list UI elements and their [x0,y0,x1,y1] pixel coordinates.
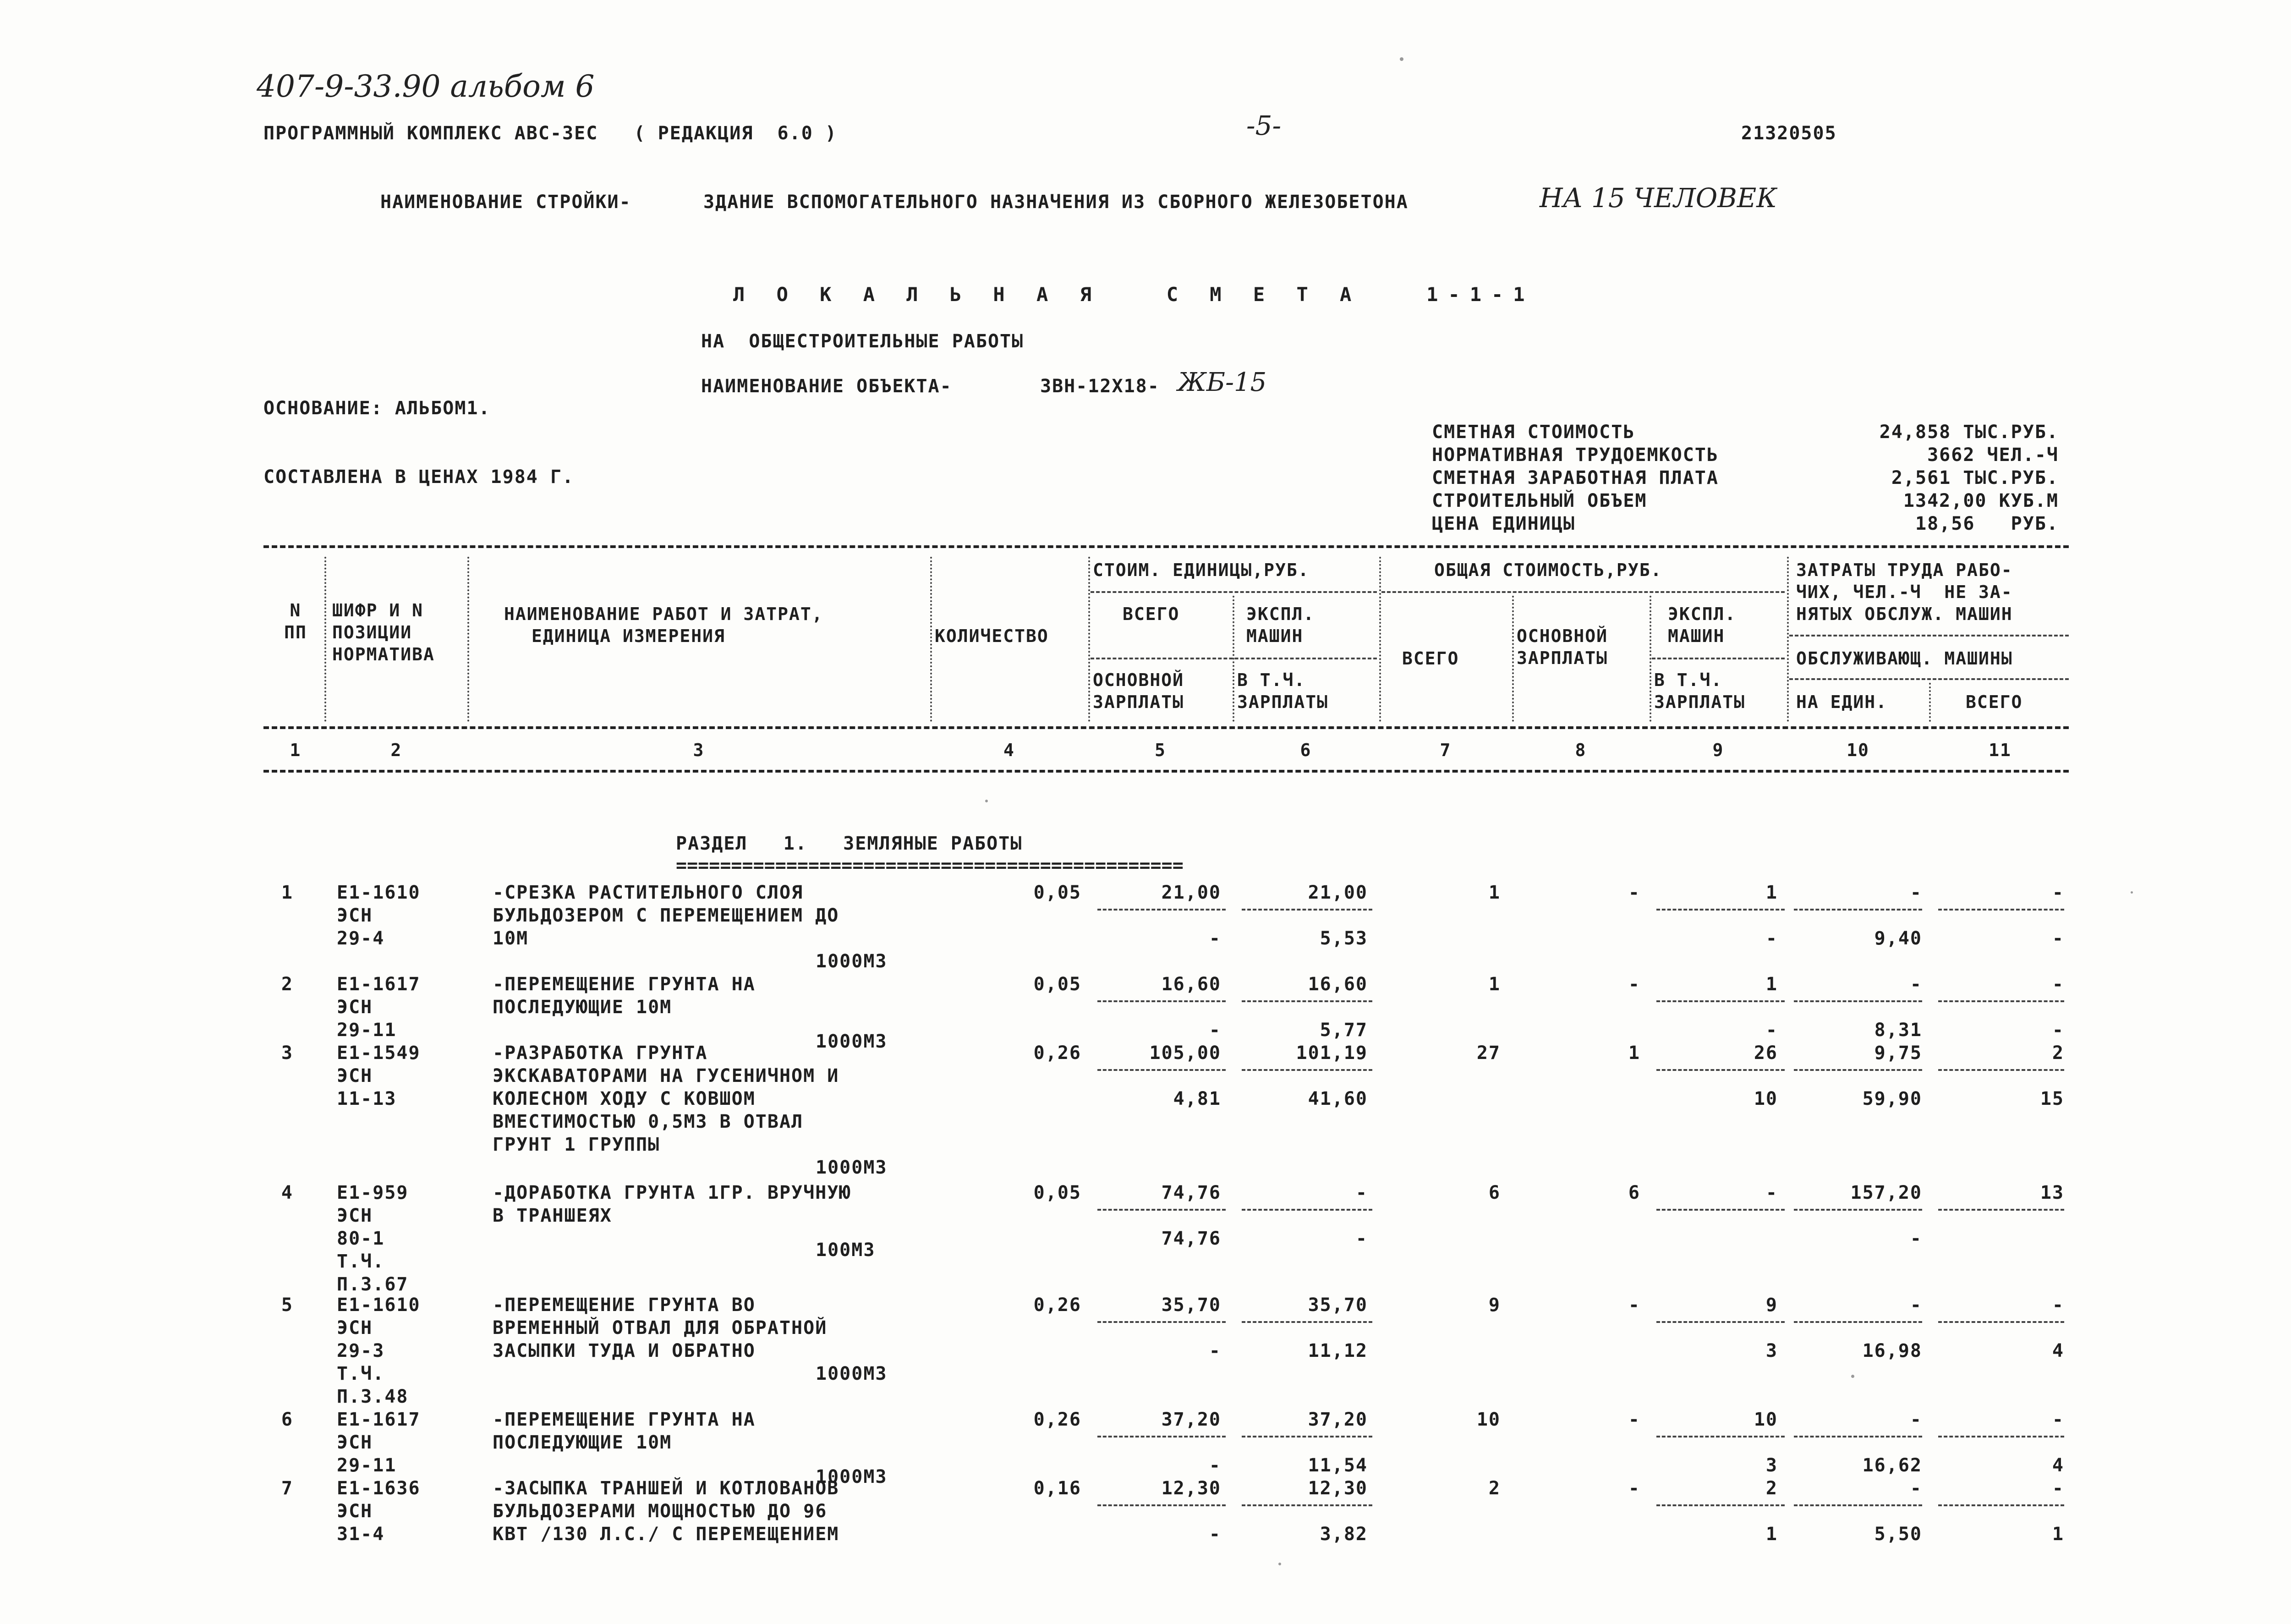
row-unit-mach-wage: 5,77 [1320,1020,1368,1041]
cell-divider-rule [1656,1504,1785,1506]
hdr-unit-mach: МАШИН [1246,626,1304,646]
hdr-qty: КОЛИЧЕСТВО [935,626,1049,646]
summary-value: 1342,00 КУБ.М [1903,490,2059,511]
cell-divider-rule [1097,1321,1226,1323]
row-unit-wage: 74,76 [1161,1228,1221,1249]
row-labor-mach-unit: 8,31 [1874,1020,1922,1041]
row-qty: 0,05 [1033,974,1081,995]
handwritten-people-note: НА 15 ЧЕЛОВЕК [1540,182,1777,214]
estimate-title: Л О К А Л Ь Н А Я С М Е Т А 1-1-1 [733,283,1535,306]
hdr-code: НОРМАТИВА [332,644,435,664]
cell-divider-rule [1656,909,1785,911]
row-total-all: 9 [1488,1295,1501,1316]
row-qty: 0,05 [1033,882,1081,903]
row-total-all: 6 [1488,1182,1501,1203]
row-name: ГРУНТ 1 ГРУППЫ [493,1134,660,1155]
row-code: Е1-1617 [337,1409,421,1430]
row-code: Е1-1610 [337,1295,421,1316]
row-labor-total: - [2052,974,2064,995]
hdr-labor-group: ЗАТРАТЫ ТРУДА РАБО- [1796,560,2013,580]
basis-line: ОСНОВАНИЕ: АЛЬБОМ1. [263,398,491,419]
hdr-unit-total: ВСЕГО [1123,604,1180,624]
row-code: Т.Ч. [337,1363,385,1384]
row-unit-wage: - [1209,1455,1221,1476]
row-unit-mach: 35,70 [1308,1295,1368,1316]
row-total-all: 2 [1488,1478,1501,1499]
program-line: ПРОГРАММНЫЙ КОМПЛЕКС АВС-3ЕС ( РЕДАКЦИЯ 6.0 ) [263,123,837,144]
hdr-rule [1091,591,1377,593]
col-separator [1929,683,1931,722]
col-separator [930,557,932,722]
hdr-unit: ЕДИНИЦА ИЗМЕРЕНИЯ [532,626,725,646]
handwritten-page-number: -5- [1246,110,1282,141]
cell-divider-rule [1794,1000,1922,1002]
cell-divider-rule [1097,909,1226,911]
scan-speck [1400,57,1403,61]
hdr-code: ШИФР И N [332,600,424,620]
row-unit-mach-wage: 11,12 [1308,1340,1368,1361]
row-unit-total: 21,00 [1161,882,1221,903]
row-unit-mach: - [1355,1182,1368,1203]
hdr-unit-wage: ЗАРПЛАТЫ [1093,692,1184,712]
row-code: Е1-1610 [337,882,421,903]
hdr-total-wage: ОСНОВНОЙ [1517,626,1608,646]
cell-divider-rule [1794,909,1922,911]
row-code: ЭСН [337,1205,373,1226]
row-code: П.3.48 [337,1386,409,1407]
row-labor-total: 2 [2052,1042,2064,1064]
hdr-unit-mach: ЭКСПЛ. [1246,604,1315,624]
row-unit: 1000М3 [816,1031,888,1052]
row-unit-total: 16,60 [1161,974,1221,995]
row-name: КОЛЕСНОМ ХОДУ С КОВШОМ [493,1088,756,1109]
row-labor-mach-total: 4 [2052,1340,2064,1361]
row-code: 80-1 [337,1228,385,1249]
row-qty: 0,16 [1033,1478,1081,1499]
row-labor-total: - [2052,882,2064,903]
row-unit-wage: - [1209,1020,1221,1041]
row-unit-mach: 101,19 [1296,1042,1368,1064]
row-labor-mach-unit: - [1910,1228,1922,1249]
hdr-total-mach: МАШИН [1668,626,1725,646]
row-code: 29-11 [337,1020,397,1041]
row-unit-total: 37,20 [1161,1409,1221,1430]
hdr-code: ПОЗИЦИИ [332,622,412,642]
row-number: 5 [281,1295,293,1316]
scan-speck [2131,891,2133,894]
row-unit-wage: - [1209,1524,1221,1545]
row-unit: 1000М3 [816,1157,888,1178]
row-labor-mach-total: 1 [2052,1524,2064,1545]
section-title: РАЗДЕЛ 1. ЗЕМЛЯНЫЕ РАБОТЫ [676,833,1023,854]
row-labor-unit: - [1910,1295,1922,1316]
hdr-pp: ПП [284,622,307,642]
hdr-total-all: ВСЕГО [1402,648,1459,669]
col-separator [1512,596,1514,722]
row-name: -СРЕЗКА РАСТИТЕЛЬНОГО СЛОЯ [493,882,804,903]
row-unit-mach-wage: 3,82 [1320,1524,1368,1545]
row-unit-total: 35,70 [1161,1295,1221,1316]
row-total-wage: - [1628,1295,1640,1316]
cell-divider-rule [1242,1504,1372,1506]
object-label: НАИМЕНОВАНИЕ ОБЪЕКТА- [701,376,952,397]
row-number: 7 [281,1478,293,1499]
cell-divider-rule [1656,1069,1785,1071]
row-unit-mach-wage: 11,54 [1308,1455,1368,1476]
row-labor-total: - [2052,1295,2064,1316]
col-number: 7 [1440,740,1452,760]
row-code: Т.Ч. [337,1251,385,1272]
row-code: 31-4 [337,1524,385,1545]
col-number: 5 [1155,740,1166,760]
row-code: 11-13 [337,1088,397,1109]
cell-divider-rule [1794,1209,1922,1211]
hdr-unit-wage: ОСНОВНОЙ [1093,670,1184,690]
row-code: П.3.67 [337,1274,409,1295]
row-labor-total: 13 [2040,1182,2064,1203]
row-labor-mach-total: - [2052,1020,2064,1041]
row-code: ЭСН [337,1317,373,1339]
col-separator [1650,596,1651,722]
cell-divider-rule [1938,1504,2064,1506]
hdr-labor-group: НЯТЫХ ОБСЛУЖ. МАШИН [1796,604,2013,624]
cell-divider-rule [1938,909,2064,911]
row-total-mach: 2 [1765,1478,1778,1499]
row-labor-mach-unit: 16,98 [1862,1340,1922,1361]
row-name: КВТ /130 Л.С./ С ПЕРЕМЕЩЕНИЕМ [493,1524,839,1545]
row-code: ЭСН [337,905,373,926]
row-unit-mach-wage: - [1355,1228,1368,1249]
summary-label: ЦЕНА ЕДИНИЦЫ [1432,513,1575,534]
row-unit-mach: 12,30 [1308,1478,1368,1499]
row-unit-mach: 16,60 [1308,974,1368,995]
cell-divider-rule [1938,1321,2064,1323]
col-number: 10 [1847,740,1869,760]
row-total-mach-wage: 3 [1765,1340,1778,1361]
row-total-wage: - [1628,974,1640,995]
cell-divider-rule [1938,1436,2064,1437]
construction-name: ЗДАНИЕ ВСПОМОГАТЕЛЬНОГО НАЗНАЧЕНИЯ ИЗ СБОРНОГО ЖЕЛЕЗОБЕТОНА [703,192,1409,213]
row-code: Е1-959 [337,1182,409,1203]
row-name: -ДОРАБОТКА ГРУНТА 1ГР. ВРУЧНУЮ [493,1182,851,1203]
row-labor-total: - [2052,1409,2064,1430]
row-unit-total: 74,76 [1161,1182,1221,1203]
row-unit: 100М3 [816,1240,876,1261]
construction-label: НАИМЕНОВАНИЕ СТРОЙКИ- [380,192,631,213]
hdr-labor-mach: ОБСЛУЖИВАЮЩ. МАШИНЫ [1796,648,2013,669]
row-number: 3 [281,1042,293,1064]
summary-label: СМЕТНАЯ ЗАРАБОТНАЯ ПЛАТА [1432,467,1719,488]
row-name: -РАЗРАБОТКА ГРУНТА [493,1042,708,1064]
cell-divider-rule [1242,1000,1372,1002]
hdr-unit-mach-wage: ЗАРПЛАТЫ [1237,692,1329,712]
col-separator [324,557,326,722]
row-code: 29-4 [337,928,385,949]
row-labor-mach-unit: 5,50 [1874,1524,1922,1545]
row-code: 29-3 [337,1340,385,1361]
row-total-mach: 9 [1765,1295,1778,1316]
row-total-wage: - [1628,1478,1640,1499]
row-labor-mach-total: 4 [2052,1455,2064,1476]
row-name: ПОСЛЕДУЮЩИЕ 10М [493,1432,672,1453]
object-name: ЗВН-12Х18- [1040,376,1160,397]
row-total-wage: - [1628,882,1640,903]
estimate-subtitle: НА ОБЩЕСТРОИТЕЛЬНЫЕ РАБОТЫ [701,331,1024,352]
hdr-rule [1381,591,1785,593]
row-number: 6 [281,1409,293,1430]
row-name: ЭКСКАВАТОРАМИ НА ГУСЕНИЧНОМ И [493,1065,839,1086]
row-name: -ПЕРЕМЕЩЕНИЕ ГРУНТА НА [493,1409,756,1430]
hdr-rule [1652,658,1785,659]
row-total-mach-wage: 1 [1765,1524,1778,1545]
scan-speck [1851,1375,1854,1378]
handwritten-album-code: 407-9-33.90 альбом 6 [257,69,595,104]
row-code: ЭСН [337,1501,373,1522]
row-unit-mach-wage: 41,60 [1308,1088,1368,1109]
cell-divider-rule [1097,1504,1226,1506]
cell-divider-rule [1794,1069,1922,1071]
cell-divider-rule [1656,1321,1785,1323]
hdr-unit-cost-group: СТОИМ. ЕДИНИЦЫ,РУБ. [1093,560,1310,580]
row-code: Е1-1636 [337,1478,421,1499]
row-unit-mach-wage: 5,53 [1320,928,1368,949]
cell-divider-rule [1794,1504,1922,1506]
row-code: ЭСН [337,1065,373,1086]
cell-divider-rule [1656,1436,1785,1437]
hdr-rule [1091,658,1377,659]
row-unit: 1000М3 [816,951,888,972]
row-labor-mach-unit: 9,40 [1874,928,1922,949]
summary-value: 3662 ЧЕЛ.-Ч [1927,444,2059,466]
summary-value: 2,561 ТЫС.РУБ. [1891,467,2059,488]
row-total-all: 1 [1488,974,1501,995]
cell-divider-rule [1242,1321,1372,1323]
row-unit: 1000М3 [816,1466,888,1487]
row-number: 4 [281,1182,293,1203]
hdr-labor-total: ВСЕГО [1966,692,2023,712]
row-name: ПОСЛЕДУЮЩИЕ 10М [493,997,672,1018]
row-total-mach-wage: - [1765,928,1778,949]
section-underline: ============================================== [676,855,1184,876]
row-unit: 1000М3 [816,1363,888,1384]
col-number: 3 [693,740,705,760]
hdr-total-wage: ЗАРПЛАТЫ [1517,648,1608,668]
row-code: Е1-1549 [337,1042,421,1064]
col-number: 6 [1300,740,1312,760]
row-name: БУЛЬДОЗЕРАМИ МОЩНОСТЬЮ ДО 96 [493,1501,828,1522]
summary-value: 24,858 ТЫС.РУБ. [1879,422,2059,443]
cell-divider-rule [1097,1069,1226,1071]
hdr-labor-unit: НА ЕДИН. [1796,692,1888,712]
header-mid-rule [263,726,2069,729]
cell-divider-rule [1097,1436,1226,1437]
row-total-wage: 6 [1628,1182,1640,1203]
col-number: 9 [1712,740,1724,760]
row-total-all: 1 [1488,882,1501,903]
row-name: ЗАСЫПКИ ТУДА И ОБРАТНО [493,1340,756,1361]
row-name: ВМЕСТИМОСТЬЮ 0,5М3 В ОТВАЛ [493,1111,804,1132]
cell-divider-rule [1242,909,1372,911]
row-total-mach: - [1765,1182,1778,1203]
row-name: В ТРАНШЕЯХ [493,1205,612,1226]
scan-speck [985,800,988,802]
row-number: 1 [281,882,293,903]
row-labor-total: - [2052,1478,2064,1499]
row-labor-unit: 157,20 [1850,1182,1922,1203]
col-number: 11 [1989,740,2011,760]
row-total-mach-wage: 10 [1754,1088,1778,1109]
summary-value: 18,56 РУБ. [1915,513,2059,534]
row-name: 10М [493,928,529,949]
row-labor-unit: - [1910,1478,1922,1499]
scan-speck [1278,1563,1281,1565]
col-separator [1088,557,1090,722]
row-labor-mach-total: - [2052,928,2064,949]
cell-divider-rule [1794,1436,1922,1437]
cell-divider-rule [1938,1209,2064,1211]
cell-divider-rule [1938,1069,2064,1071]
row-qty: 0,26 [1033,1042,1081,1064]
row-total-mach: 10 [1754,1409,1778,1430]
row-total-all: 27 [1476,1042,1501,1064]
cell-divider-rule [1242,1209,1372,1211]
cell-divider-rule [1656,1209,1785,1211]
row-labor-unit: - [1910,882,1922,903]
col-separator [467,557,469,722]
row-qty: 0,26 [1033,1409,1081,1430]
summary-label: СТРОИТЕЛЬНЫЙ ОБЪЕМ [1432,490,1647,511]
row-labor-mach-unit: 16,62 [1862,1455,1922,1476]
row-labor-mach-total: 15 [2040,1088,2064,1109]
row-unit-mach: 37,20 [1308,1409,1368,1430]
hdr-unit-mach-wage: В Т.Ч. [1237,670,1306,690]
row-code: 29-11 [337,1455,397,1476]
row-unit-wage: 4,81 [1173,1088,1221,1109]
summary-label: НОРМАТИВНАЯ ТРУДОЕМКОСТЬ [1432,444,1719,466]
hdr-rule [1789,678,2069,680]
row-total-wage: 1 [1628,1042,1640,1064]
row-total-mach: 1 [1765,974,1778,995]
row-name: ВРЕМЕННЫЙ ОТВАЛ ДЛЯ ОБРАТНОЙ [493,1317,828,1339]
row-unit-mach: 21,00 [1308,882,1368,903]
row-unit-wage: - [1209,1340,1221,1361]
row-unit-wage: - [1209,928,1221,949]
cell-divider-rule [1656,1000,1785,1002]
row-name: -ЗАСЫПКА ТРАНШЕЙ И КОТЛОВАНОВ [493,1478,839,1499]
row-total-wage: - [1628,1409,1640,1430]
row-total-mach: 26 [1754,1042,1778,1064]
col-number: 2 [390,740,402,760]
row-labor-unit: - [1910,1409,1922,1430]
row-name: -ПЕРЕМЕЩЕНИЕ ГРУНТА НА [493,974,756,995]
row-labor-unit: 9,75 [1874,1042,1922,1064]
row-unit-total: 105,00 [1149,1042,1221,1064]
row-code: ЭСН [337,997,373,1018]
row-qty: 0,05 [1033,1182,1081,1203]
cell-divider-rule [1242,1436,1372,1437]
row-number: 2 [281,974,293,995]
hdr-n: N [290,600,301,620]
hdr-labor-group: ЧИХ, ЧЕЛ.-Ч НЕ ЗА- [1796,582,2013,602]
hdr-total-cost-group: ОБЩАЯ СТОИМОСТЬ,РУБ. [1434,560,1662,580]
col-number: 1 [290,740,301,760]
doc-number: 21320505 [1741,123,1837,144]
cell-divider-rule [1097,1209,1226,1211]
row-total-all: 10 [1476,1409,1501,1430]
col-separator [1787,557,1789,722]
prices-line: СОСТАВЛЕНА В ЦЕНАХ 1984 Г. [263,466,575,488]
cell-divider-rule [1097,1000,1226,1002]
row-code: ЭСН [337,1432,373,1453]
row-total-mach-wage: 3 [1765,1455,1778,1476]
hdr-total-mach-wage: В Т.Ч. [1654,670,1723,690]
summary-label: СМЕТНАЯ СТОИМОСТЬ [1432,422,1635,443]
row-total-mach-wage: - [1765,1020,1778,1041]
col-separator [1379,557,1381,722]
col-number: 4 [1003,740,1015,760]
hdr-total-mach: ЭКСПЛ. [1668,604,1737,624]
header-bottom-rule [263,770,2069,773]
row-total-mach: 1 [1765,882,1778,903]
handwritten-object-suffix: ЖБ-15 [1178,368,1267,397]
cell-divider-rule [1242,1069,1372,1071]
cell-divider-rule [1794,1321,1922,1323]
row-name: -ПЕРЕМЕЩЕНИЕ ГРУНТА ВО [493,1295,756,1316]
row-code: Е1-1617 [337,974,421,995]
hdr-total-mach-wage: ЗАРПЛАТЫ [1654,692,1746,712]
hdr-rule [1789,635,2069,636]
header-top-rule [263,545,2069,548]
row-unit-total: 12,30 [1161,1478,1221,1499]
row-labor-unit: - [1910,974,1922,995]
row-labor-mach-unit: 59,90 [1862,1088,1922,1109]
col-number: 8 [1575,740,1587,760]
row-name: БУЛЬДОЗЕРОМ С ПЕРЕМЕЩЕНИЕМ ДО [493,905,839,926]
hdr-name: НАИМЕНОВАНИЕ РАБОТ И ЗАТРАТ, [504,604,823,624]
cell-divider-rule [1938,1000,2064,1002]
row-qty: 0,26 [1033,1295,1081,1316]
